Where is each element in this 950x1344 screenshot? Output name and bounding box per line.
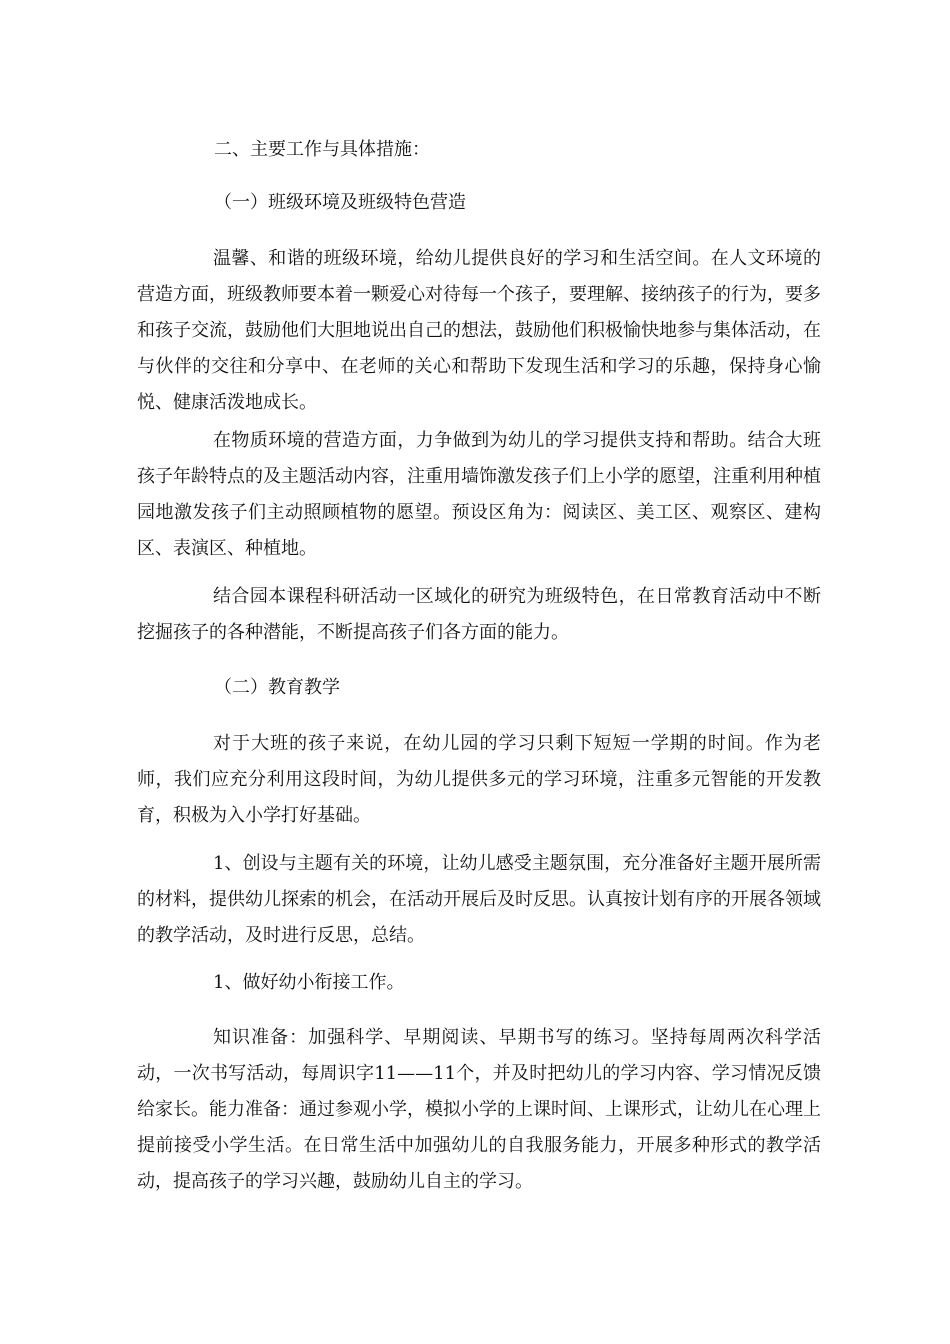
list-item-transition-work: 1、做好幼小衔接工作。 [213,972,405,993]
subsection-heading-education: （二）教育教学 [214,677,340,698]
paragraph-class-environment: 温馨、和谐的班级环境，给幼儿提供良好的学习和生活空间。在人文环境的营造方面，班级教师要本着一颗爱心对待每一个孩子，要理解、接纳孩子的行为，要多和孩子交流，鼓励他们大胆地说出自己的想法，鼓励他们积极愉快地参与集体活动，在与伙伴的交往和分享中、在老师的关心和帮助下发现生活和学习的乐趣，保持身心愉悦、健康活泼地成长。 [137,248,821,413]
subsection-heading-environment: （一）班级环境及班级特色营造 [214,192,466,213]
paragraph-education-intro: 对于大班的孩子来说，在幼儿园的学习只剩下短短一学期的时间。作为老师，我们应充分利用这段时间，为幼儿提供多元的学习环境，注重多元智能的开发教育，积极为入小学打好基础。 [137,733,821,826]
paragraph-class-feature: 结合园本课程科研活动一区域化的研究为班级特色，在日常教育活动中不断挖掘孩子的各种潜能，不断提高孩子们各方面的能力。 [137,586,821,643]
section-heading-main: 二、主要工作与具体措施： [214,139,430,160]
paragraph-knowledge-preparation: 知识准备：加强科学、早期阅读、早期书写的练习。坚持每周两次科学活动，一次书写活动，每周识字11——11个，并及时把幼儿的学习内容、学习情况反馈给家长。能力准备：通过参观小学，模拟小学的上课时间、上课形式，让幼儿在心理上提前接受小学生活。在日常生活中加强幼儿的自我服务能力，开展多种形式的教学活动，提高孩子的学习兴趣，鼓励幼儿自主的学习。 [137,1027,821,1192]
paragraph-material-environment: 在物质环境的营造方面，力争做到为幼儿的学习提供支持和帮助。结合大班孩子年龄特点的及主题活动内容，注重用墙饰激发孩子们上小学的愿望，注重利用种植园地激发孩子们主动照顾植物的愿望。预设区角为：阅读区、美工区、观察区、建构区、表演区、种植地。 [137,430,821,559]
paragraph-theme-environment: 1、创设与主题有关的环境，让幼儿感受主题氛围，充分准备好主题开展所需的材料，提供幼儿探索的机会，在活动开展后及时反思。认真按计划有序的开展各领域的教学活动，及时进行反思，总结。 [137,853,821,946]
